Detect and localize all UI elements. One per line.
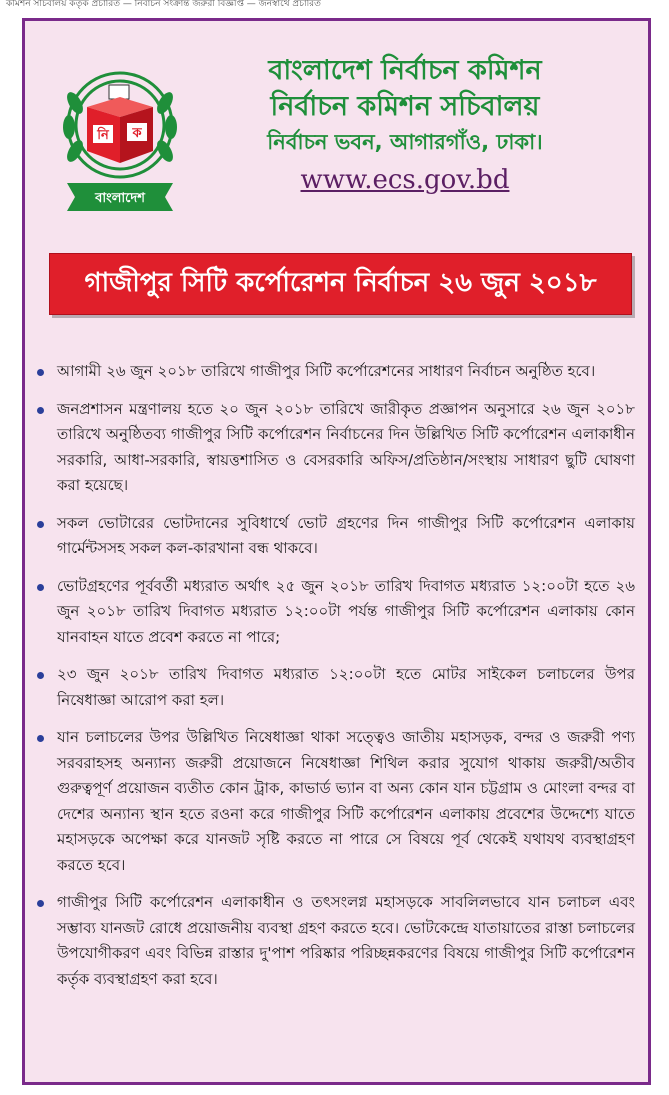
election-commission-logo xyxy=(57,51,183,219)
list-item: গাজীপুর সিটি কর্পোরেশন এলাকাধীন ও তৎসংলগ্ন মহাসড়কে সাবলিলভাবে যান চলাচল এবং সম্ভাব্য যানজট রোধে প্রয়োজনীয় ব্যবস্থা গ্রহণ করতে হবে। ভোটকেন্দ্রে যাতায়াতের রাস্তা চলাচলের উপযোগীকরণ এবং বিভিন্ন রাস্তার দু'পাশ পরিষ্কার পরিচ্ছন্নকরণের বিষয়ে গাজীপুর সিটি কর্পোরেশন কর্তৃক ব্যবস্থাগ্রহণ করা হবে। xyxy=(35,890,635,992)
list-item: সকল ভোটারের ভোটদানের সুবিধার্থে ভোট গ্রহণের দিন গাজীপুর সিটি কর্পোরেশন এলাকায় গার্মেন্টসসহ সকল কল-কারখানা বন্ধ থাকবে। xyxy=(35,511,635,562)
title-banner: গাজীপুর সিটি কর্পোরেশন নির্বাচন ২৬ জুন ২০১৮ xyxy=(49,253,632,315)
list-item: যান চলাচলের উপর উল্লিখিত নিষেধাজ্ঞা থাকা সত্ত্বেও জাতীয় মহাসড়ক, বন্দর ও জরুরী পণ্য সরবরাহসহ অন্যান্য জরুরী প্রয়োজনে নিষেধাজ্ঞা শিথিল করার সুযোগ থাকায় জরুরী/অতীব গুরুত্বপূর্ণ প্রয়োজন ব্যতীত কোন ট্রাক, কাভার্ড ভ্যান বা অন্য কোন যান চট্টগ্রাম ও মোংলা বন্দর বা দেশের অন্যান্য স্থান হতে রওনা করে গাজীপুর সিটি কর্পোরেশন এলাকায় প্রবেশের উদ্দেশ্যে যাতে মহাসড়কে অপেক্ষা করে যানজট সৃষ্টি করতে না পারে সে বিষয়ে পূর্ব থেকেই যথাযথ ব্যবস্থাগ্রহণ করতে হবে। xyxy=(35,725,635,878)
list-item: ভোটগ্রহণের পূর্ববর্তী মধ্যরাত অর্থাৎ ২৫ জুন ২০১৮ তারিখ দিবাগত মধ্যরাত ১২:০০টা হতে ২৬ জুন ২০১৮ তারিখ দিবাগত মধ্যরাত ১২:০০টা পর্যন্ত গাজীপুর সিটি কর্পোরেশন এলাকায় কোন যানবাহন যাতে প্রবেশ করতে না পারে; xyxy=(35,574,635,651)
svg-text:ক: ক xyxy=(132,126,142,141)
notice-points xyxy=(35,359,635,1004)
svg-text:নি: নি xyxy=(97,128,109,143)
bullet-icon xyxy=(37,369,44,376)
list-item: আগামী ২৬ জুন ২০১৮ তারিখে গাজীপুর সিটি কর্পোরেশনের সাধারণ নির্বাচন অনুষ্ঠিত হবে। xyxy=(35,359,635,385)
top-cropped-text: কমিশন সচিবালয় কর্তৃক প্রচারিত — নির্বাচন সংক্রান্ত জরুরী বিজ্ঞপ্তি — জনস্বার্থে প্রচারিত xyxy=(6,0,321,9)
logo-ribbon-text: বাংলাদেশ xyxy=(95,191,145,206)
bullet-icon xyxy=(37,735,44,742)
bullet-icon xyxy=(37,900,44,907)
website-link[interactable]: www.ecs.gov.bd xyxy=(300,165,510,195)
bullet-icon xyxy=(37,672,44,679)
org-name: বাংলাদেশ নির্বাচন কমিশন xyxy=(268,55,542,86)
header xyxy=(205,53,605,199)
bullet-icon xyxy=(37,521,44,528)
bullet-icon xyxy=(37,407,44,414)
secretariat-name: নির্বাচন কমিশন সচিবালয় xyxy=(270,91,540,122)
bullet-icon xyxy=(37,584,44,591)
notice-frame xyxy=(22,18,651,1085)
address: নির্বাচন ভবন, আগারগাঁও, ঢাকা। xyxy=(267,130,543,154)
list-item: ২৩ জুন ২০১৮ তারিখ দিবাগত মধ্যরাত ১২:০০টা হতে মোটর সাইকেল চলাচলের উপর নিষেধাজ্ঞা আরোপ করা হল। xyxy=(35,662,635,713)
list-item: জনপ্রশাসন মন্ত্রণালয় হতে ২০ জুন ২০১৮ তারিখে জারীকৃত প্রজ্ঞাপন অনুসারে ২৬ জুন ২০১৮ তারিখে অনুষ্ঠিতব্য গাজীপুর সিটি কর্পোরেশন নির্বাচনের দিন উল্লিখিত সিটি কর্পোরেশন এলাকাধীন সরকারি, আধা-সরকারি, স্বায়ত্তশাসিত ও বেসরকারি অফিস/প্রতিষ্ঠান/সংস্থায় সাধারণ ছুটি ঘোষণা করা হয়েছে। xyxy=(35,397,635,499)
